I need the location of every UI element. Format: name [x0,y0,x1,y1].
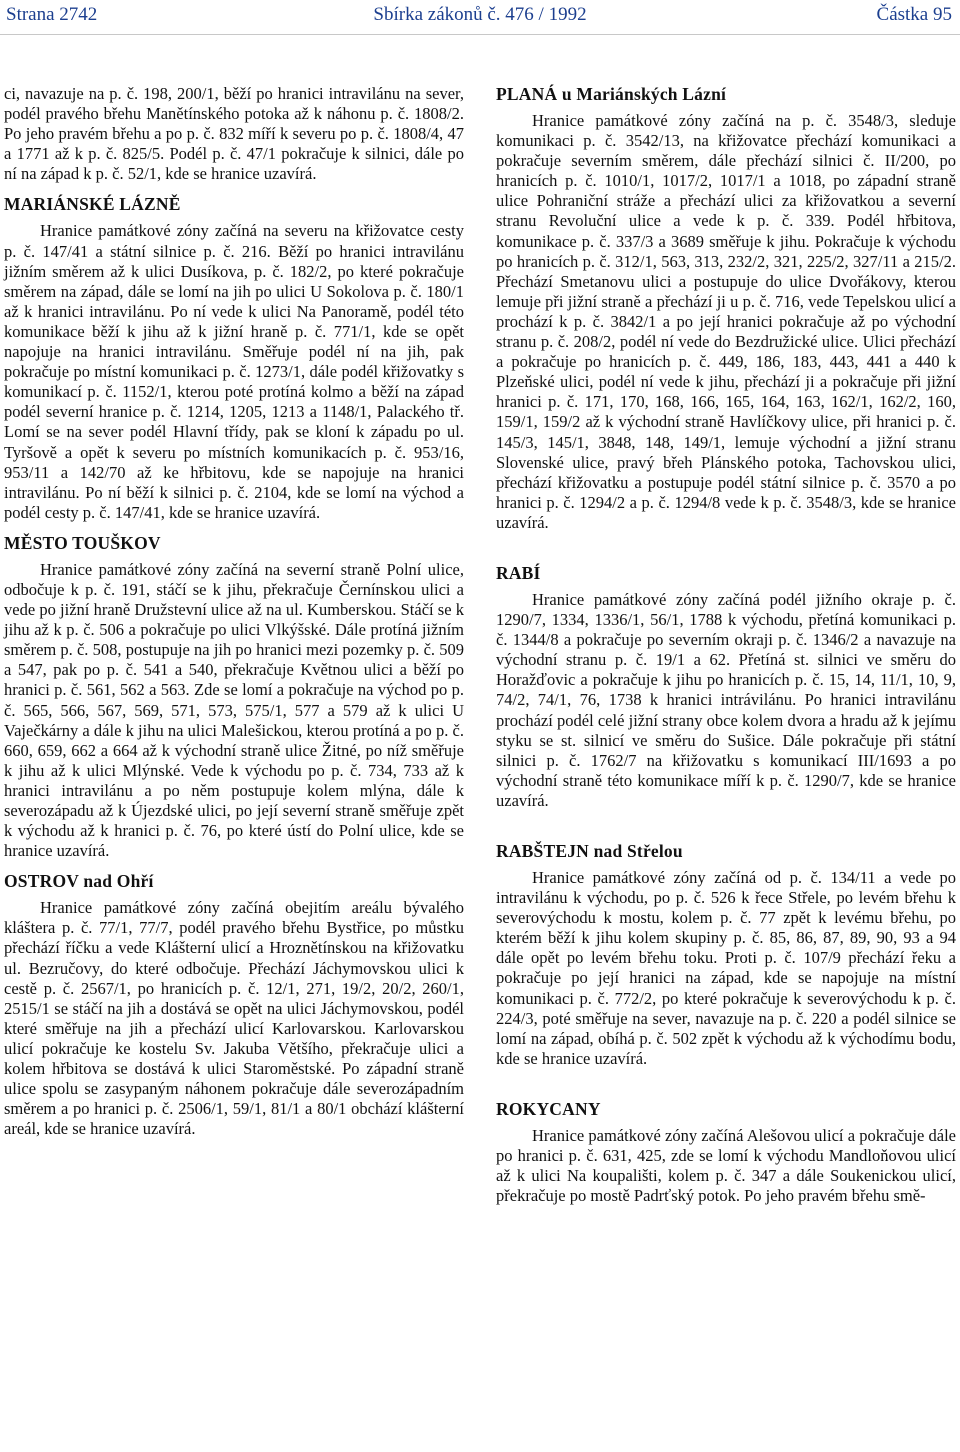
section-text-rokycany: Hranice památkové zóny začíná Alešovou ulicí a pokračuje dále po hranici p. č. 631, 425, zde se lomí k východu Mandloňovou ulicí až k ulici Na koupališti, kolem p. č. 347 a dále Soukenickou ulicí, překračuje po mostě Padrťský potok. Po jeho pravém břehu smě- [496,1125,956,1206]
page-header [0,0,960,36]
issue-number: Částka 95 [876,4,952,25]
section-text-ostrov: Hranice památkové zóny začíná obejitím areálu bývalého kláštera p. č. 77/1, 77/7, podél pravého břehu Bystřice, po můstku přechází říčku a vede Klášterní ulicí a Hroznětínskou na křižovatku ul. Bezručovy, do které odbočuje. Přechází Jáchymovskou ulici k cestě p. č. 2567/1, po hranicích p. č. 12/1, 271, 19/2, 20/2, 260/1, 2515/1 se stáčí na jih a dostává se opět na ulici Jáchymovskou, podél které směřuje na jih a přechází ulicí Karlovarskou. Karlovarskou ulicí pokračuje ke kostelu Sv. Jakuba Většího, překračuje ulici a kolem hřbitova se dostává k ulici Staroměstské. Po západní straně ulice spolu se zasypaným náhonem pokračuje dále severozápadním směrem a po hranici p. č. 2506/1, 59/1, 81/1 a 80/1 obchází klášterní areál, kde se hranice uzavírá. [4,898,464,1139]
section-title-plana: PLANÁ u Mariánských Lázní [496,84,727,104]
continued-paragraph: ci, navazuje na p. č. 198, 200/1, běží po hranici intravilánu na sever, podél pravého břehu Manětínského potoka až k náhonu p. č. 1808/2. Po jeho pravém břehu a po p. č. 832 míří k severu po p. č. 1808/4, 47 a 1771 až k p. č. 825/5. Podél p. č. 47/1 pokračuje k silnici, dále po ní na západ k p. č. 52/1, kde se hranice uzavírá. [4,84,464,184]
section-text-plana: Hranice památkové zóny začíná na p. č. 3548/3, sleduje komunikaci p. č. 3542/13, na křižovatce přechází komunikaci a pokračuje severním směrem, dále přechází silnici č. II/200, po hranicích p. č. 1010/1, 1017/2, 1017/1 a 1018, po západní straně ulice Pohraniční stráže a přechází ulici za křižovatkou a severní stranu Revoluční ulice a vede k p. č. 339. Podél hřbitova, komunikace p. č. 337/3 a 3689 směřuje k jihu. Pokračuje k východu po hranicích p. č. 312/1, 563, 313, 232/2, 321, 225/2, 327/11 a 215/2. Přechází Smetanovu ulici a postupuje do ulice Dvořákovy, kterou lemuje při jižní straně a přechází ji u p. č. 716, vede Tepelskou ulicí a prochází k p. č. 3842/1 a po její hranici pokračuje až po východní stranu p. č. 208/2, podél ní vede do Bezdružické ulice. Ulici přechází a pokračuje po hranicích p. č. 449, 186, 183, 443, 441 a 440 k Plzeňské ulici, podél ní vede k jihu, přechází ji a pokračuje při jižní hranici p. č. 171, 170, 168, 166, 165, 164, 163, 162/1, 162/2, 160, 159/1, 159/2 až k východní straně Havlíčkovy ulice, při hranici p. č. 145/3, 145/1, 3848, 148, 149/1, lemuje východní a jižní stranu Slovenské ulice, pravý břeh Plánského potoka, Tachovskou ulici, přechází křižovatku a postupuje podél státní silnice p. č. 3570 a po hranici p. č. 1294/2 a p. č. 1294/8 vede k p. č. 3548/3, kde se hranice uzavírá. [496,111,956,532]
left-column [4,84,464,1139]
section-title-rabstejn: RABŠTEJN nad Střelou [496,841,683,861]
section-text-rabi: Hranice památkové zóny začíná podél jižního okraje p. č. 1290/7, 1334, 1336/1, 56/1, 1788 k východu, přetíná komunikaci p. č. 1344/8 a pokračuje po severním okraji p. č. 1346/2 a navazuje na východní stranu p. č. 19/1 a 62. Přetíná st. silnici ve směru do Horažďovic a pokračuje k jihu po hranicích p. č. 15, 14, 11/1, 10, 9, 74/2, 74/1, 76, 1738 k hranici intrávilánu. Po hranici intravilánu prochází podél celé jižní strany obce kolem dvora a hradu až k jejímu styku se st. silnicí ve směru do Sušice. Dále pokračuje při státní silnici p. č. 1762/7 na křižovatku s komunikací III/1693 a po východní straně této komunikace míří k p. č. 1290/7, kde se hranice uzavírá. [496,589,956,810]
section-title-rabi: RABÍ [496,562,541,583]
section-text-rabstejn: Hranice památkové zóny začíná od p. č. 134/11 a vede po intravilánu k východu, po p. č. 526 k řece Střele, po levém břehu k severovýchodu k mostu, kolem p. č. 77 zpět k levému břehu, po kterém běží k jihu kolem skupiny p. č. 85, 86, 87, 89, 90, 93 a 94 dále opět po levém břehu toku. Proti p. č. 107/9 přechází řeku a pokračuje po její hranici na západ, kde se napojuje na místní komunikaci p. č. 772/2, po které pokračuje k severovýchodu k p. č. 224/3, poté směřuje na sever, navazuje na p. č. 220 a podél silnice se lomí na západ, obíhá p. č. 502 zpět k východu až k východímu bodu, kde se hranice uzavírá. [496,868,956,1068]
collection-title: Sbírka zákonů č. 476 / 1992 [373,4,587,25]
section-title-marianske-lazne: MARIÁNSKÉ LÁZNĚ [4,194,181,215]
section-text-mesto-touskov: Hranice památkové zóny začíná na severní straně Polní ulice, odbočuje k p. č. 191, stáčí se k jihu, překračuje Černínskou ulici a vede po jižní hraně Družstevní ulice až na ul. Kumberskou. Stáčí se k jihu až k p. č. 506 a pokračuje po ulici Vlkýšské. Dále protíná jižním směrem p. č. 508, postupuje na jih po hranici mezi pozemky p. č. 509 a 547, pak po p. č. 541 a 540, překračuje Květnou ulici a běží po hranici p. č. 561, 562 a 563. Zde se lomí a pokračuje na východ po p. č. 565, 566, 567, 569, 571, 573, 575/1, 577 a 579 až k ulici U Vaječkárny a dále k jihu na ulici Malešickou, kterou protíná a po p. č. 660, 659, 662 a 664 až k východní straně ulice Žitné, po níž směřuje k jihu až k ulici Mlýnské. Vede k východu po p. č. 734, 733 až k hranici intravilánu a po něm postupuje kolem mlýna, dále k severozápadu až k Újezdské ulici, po její severní straně směřuje zpět k východu až k hranici p. č. 76, po které ústí do Polní ulice, kde se hranice uzavírá. [4,559,464,861]
section-text-marianske-lazne: Hranice památkové zóny začíná na severu na křižovatce cesty p. č. 147/41 a státní silnice p. č. 216. Běží po hranici intravilánu jižním směrem až k ulici Dusíkova, p. č. 182/2, po které pokračuje směrem na západ, dále se lomí na jih po ulici U Sokolova p. č. 180/1 až k hranici intravilánu. Po ní vede k ulici Na Panoramě, podél této komunikace běží k jihu až k jižní hraně p. č. 771/1, kde se opět napojuje na hranici intravilánu. Směřuje podél ní na jih, pak pokračuje po místní komunikaci p. č. 1273/1, dále podél křižovatky s komunikací p. č. 1152/1, kterou poté protíná kolmo a běží na západ podél severní hranice p. č. 1214, 1205, 1213 a 1148/1, Palackého tř. Lomí se na sever podél Hlavní třídy, pak se kloní k západu po ul. Tyršově a opět k severu po místních komunikacích p. č. 953/16, 953/11 a 142/70 až ke hřbitovu, kde se napojuje na hranici intravilánu. Po ní běží k silnici p. č. 2104, kde se lomí na východ a podél cesty p. č. 147/41, kde se hranice uzavírá. [4,221,464,522]
section-title-mesto-touskov: MĚSTO TOUŠKOV [4,532,161,553]
right-column [496,84,956,1206]
section-title-ostrov: OSTROV nad Ohří [4,871,154,892]
section-title-rokycany: ROKYCANY [496,1098,601,1119]
header-divider [0,34,960,35]
page-number: Strana 2742 [6,4,98,25]
